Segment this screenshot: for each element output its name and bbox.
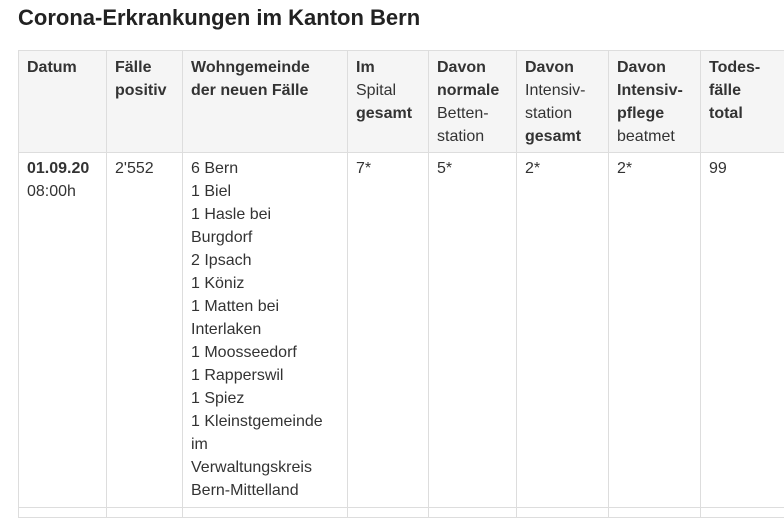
- municipality-line: Interlaken: [191, 318, 340, 341]
- municipality-line: Verwaltungskreis: [191, 456, 340, 479]
- municipality-line: 2 Ipsach: [191, 249, 340, 272]
- header-line: pflege: [617, 102, 693, 125]
- hospital-total-value: 7*: [356, 157, 421, 180]
- header-faelle-positiv: [107, 51, 183, 153]
- header-wohngemeinde: [183, 51, 348, 153]
- municipality-line: Burgdorf: [191, 226, 340, 249]
- header-line: gesamt: [356, 102, 421, 125]
- header-line: station: [437, 125, 509, 148]
- date-value: 01.09.20: [27, 157, 99, 180]
- header-normale-bettenstation: [429, 51, 517, 153]
- municipality-line: 1 Hasle bei: [191, 203, 340, 226]
- table-cell: [19, 508, 107, 518]
- table-cell: [183, 508, 348, 518]
- table-row: [19, 153, 784, 508]
- municipality-line: 1 Kleinstgemeinde: [191, 410, 340, 433]
- header-line: Intensiv-: [525, 79, 601, 102]
- header-todesfaelle: [701, 51, 784, 153]
- cell-normale-bettenstation: [429, 153, 517, 508]
- municipality-line: 1 Rapperswil: [191, 364, 340, 387]
- cell-datum: [19, 153, 107, 508]
- header-intensivpflege-beatmet: [609, 51, 701, 153]
- cell-wohngemeinde: [183, 153, 348, 508]
- table-cell: [517, 508, 609, 518]
- municipality-line: im: [191, 433, 340, 456]
- header-line: Wohngemeinde: [191, 56, 340, 79]
- header-line: positiv: [115, 79, 175, 102]
- municipality-line: Bern-Mittelland: [191, 479, 340, 502]
- header-line: fälle: [709, 79, 777, 102]
- municipality-line: 1 Spiez: [191, 387, 340, 410]
- cell-intensivstation: [517, 153, 609, 508]
- table-cell: [429, 508, 517, 518]
- header-line: normale: [437, 79, 509, 102]
- table-row: [19, 508, 784, 518]
- cell-im-spital: [348, 153, 429, 508]
- municipality-line: 1 Moosseedorf: [191, 341, 340, 364]
- header-line: der neuen Fälle: [191, 79, 340, 102]
- header-line: Spital: [356, 79, 421, 102]
- municipality-list: [191, 157, 340, 502]
- normal-ward-value: 5*: [437, 157, 509, 180]
- cases-table: [18, 50, 784, 518]
- header-line: total: [709, 102, 777, 125]
- header-im-spital: [348, 51, 429, 153]
- cell-faelle-positiv: [107, 153, 183, 508]
- table-cell: [701, 508, 784, 518]
- time-value: 08:00h: [27, 180, 99, 203]
- header-line: gesamt: [525, 125, 601, 148]
- header-line: Intensiv-: [617, 79, 693, 102]
- municipality-line: 6 Bern: [191, 157, 340, 180]
- header-line: Im: [356, 56, 421, 79]
- municipality-line: 1 Köniz: [191, 272, 340, 295]
- municipality-line: 1 Matten bei: [191, 295, 340, 318]
- table-cell: [609, 508, 701, 518]
- header-line: beatmet: [617, 125, 693, 148]
- deaths-total-value: 99: [709, 157, 777, 180]
- header-line: Betten-: [437, 102, 509, 125]
- table-cell: [348, 508, 429, 518]
- header-intensivstation: [517, 51, 609, 153]
- cases-positive-value: 2'552: [115, 157, 175, 180]
- header-line: Davon: [525, 56, 601, 79]
- header-line: Fälle: [115, 56, 175, 79]
- cell-intensivpflege-beatmet: [609, 153, 701, 508]
- header-line: Davon: [437, 56, 509, 79]
- header-datum: [19, 51, 107, 153]
- cell-todesfaelle: [701, 153, 784, 508]
- header-row: [19, 51, 784, 153]
- header-line: Todes-: [709, 56, 777, 79]
- icu-total-value: 2*: [525, 157, 601, 180]
- icu-ventilated-value: 2*: [617, 157, 693, 180]
- header-line: station: [525, 102, 601, 125]
- header-line: Datum: [27, 56, 99, 79]
- page-title: Corona-Erkrankungen im Kanton Bern: [18, 4, 420, 32]
- table-cell: [107, 508, 183, 518]
- header-line: Davon: [617, 56, 693, 79]
- municipality-line: 1 Biel: [191, 180, 340, 203]
